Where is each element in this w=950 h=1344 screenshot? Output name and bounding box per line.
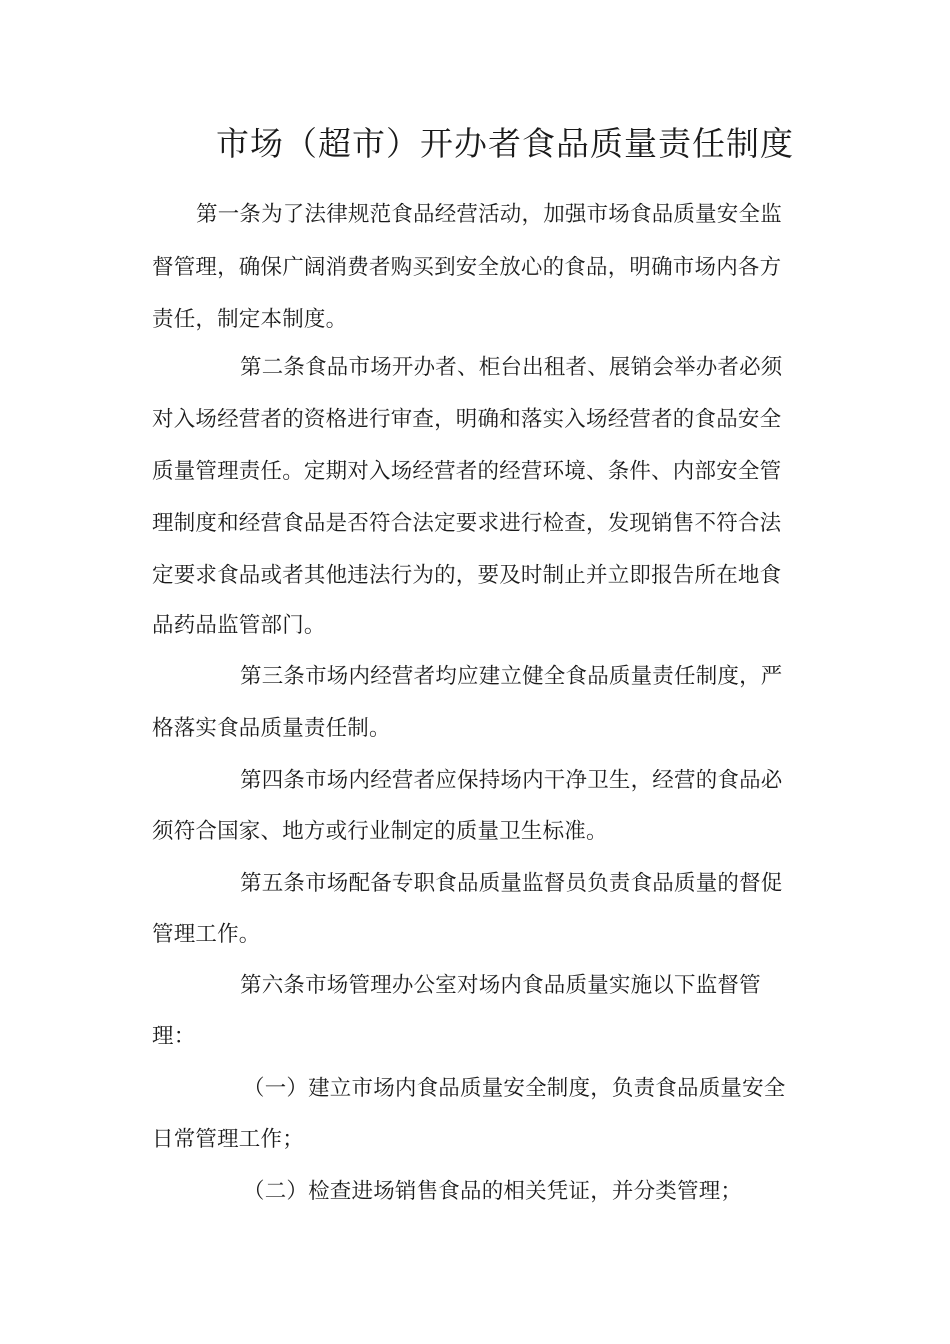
paragraph-line: 督管理，确保广阔消费者购买到安全放心的食品，明确市场内各方	[152, 255, 782, 280]
paragraph-line: 第二条食品市场开办者、柜台出租者、展销会举办者必须	[240, 355, 783, 380]
paragraph-line: 品药品监管部门。	[152, 613, 326, 638]
paragraph-line: 理：	[152, 1024, 196, 1049]
paragraph-line: 第五条市场配备专职食品质量监督员负责食品质量的督促	[240, 871, 783, 896]
paragraph-line: 管理工作。	[152, 922, 261, 947]
document-title: 市场（超市）开办者食品质量责任制度	[216, 124, 794, 163]
paragraph-line: 对入场经营者的资格进行审查，明确和落实入场经营者的食品安全	[152, 407, 782, 432]
paragraph-line: 格落实食品质量责任制。	[152, 716, 391, 741]
paragraph-line: （二）检查进场销售食品的相关凭证，并分类管理；	[243, 1179, 743, 1204]
paragraph-line: 理制度和经营食品是否符合法定要求进行检查，发现销售不符合法	[152, 511, 782, 536]
paragraph-line: 第三条市场内经营者均应建立健全食品质量责任制度，严	[240, 664, 783, 689]
paragraph-line: 定要求食品或者其他违法行为的，要及时制止并立即报告所在地食	[152, 563, 782, 588]
paragraph-line: 责任，制定本制度。	[152, 307, 348, 332]
paragraph-line: 第四条市场内经营者应保持场内干净卫生，经营的食品必	[240, 768, 783, 793]
paragraph-line: 第六条市场管理办公室对场内食品质量实施以下监督管	[240, 973, 761, 998]
paragraph-line: （一）建立市场内食品质量安全制度，负责食品质量安全	[243, 1076, 786, 1101]
paragraph-line: 质量管理责任。定期对入场经营者的经营环境、条件、内部安全管	[152, 459, 782, 484]
paragraph-line: 须符合国家、地方或行业制定的质量卫生标准。	[152, 819, 608, 844]
paragraph-line: 第一条为了法律规范食品经营活动，加强市场食品质量安全监	[196, 202, 782, 227]
paragraph-line: 日常管理工作；	[152, 1127, 304, 1152]
